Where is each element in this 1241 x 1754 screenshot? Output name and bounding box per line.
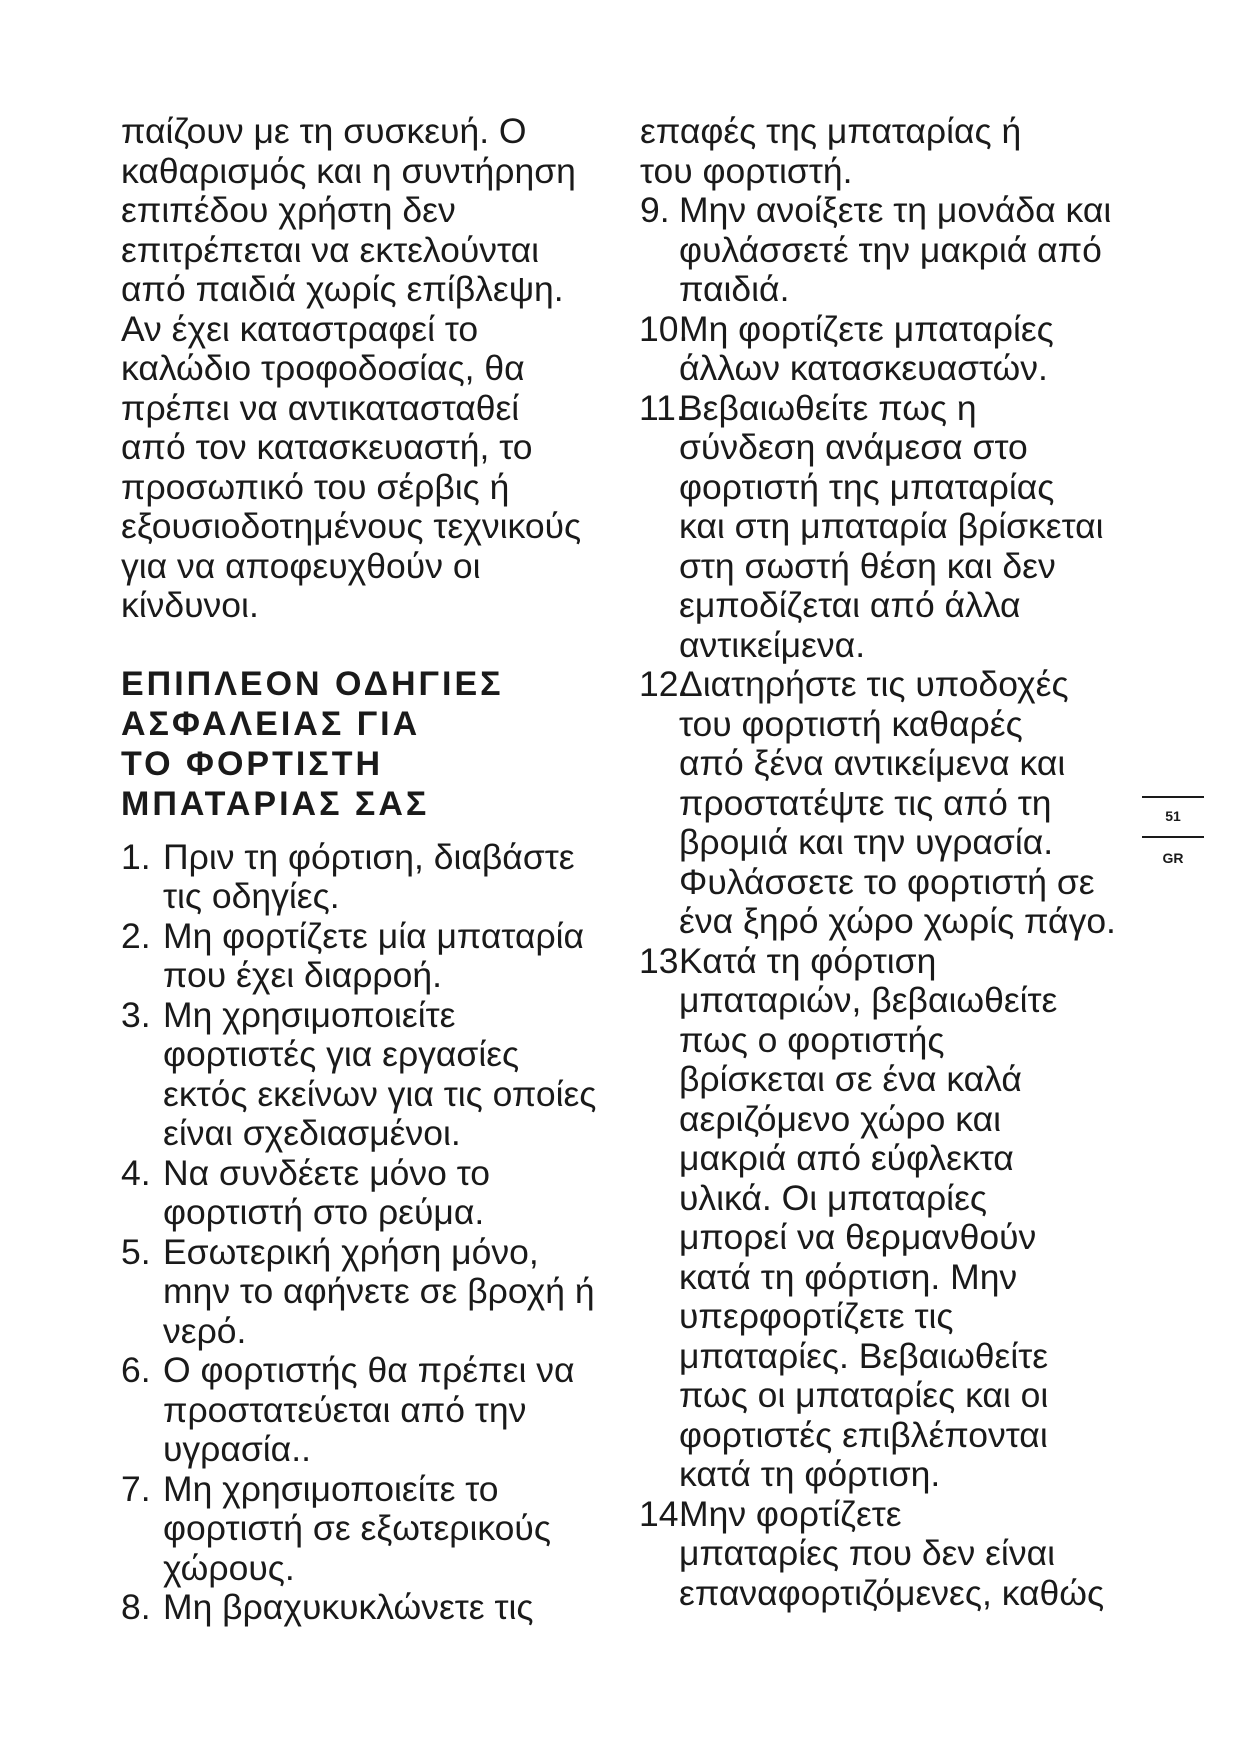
heading-line: ΤΟ ΦΟΡΤΙΣΤΗ [121, 744, 384, 783]
paragraph-line: επαφές της μπαταρίας ή [640, 111, 1022, 151]
list-item-line: υγρασία.. [163, 1429, 311, 1469]
list-item-line: ένα ξηρό χώρο χωρίς πάγο. [679, 901, 1116, 941]
list-item-number: 9. [640, 190, 670, 230]
list-item [640, 310, 1140, 389]
list-item-line: Διατηρήστε τις υποδοχές [679, 664, 1069, 704]
page-sidebar [1142, 796, 1204, 866]
list-item [640, 665, 1140, 942]
list-item [121, 1154, 621, 1233]
list-item-line: είναι σχεδιασμένοι. [163, 1113, 461, 1153]
paragraph-line: καθαρισμός και η συντήρηση [121, 150, 576, 191]
paragraph-line: του φορτιστή. [640, 150, 853, 191]
right-column [640, 112, 1140, 1613]
list-item-line: παιδιά. [679, 269, 790, 309]
list-item-line: του φορτιστή καθαρές [679, 703, 1023, 744]
list-item-line: Μην φορτίζετε [679, 1493, 902, 1534]
page-number: 51 [1165, 808, 1181, 824]
list-item-line: Να συνδέετε μόνο το [163, 1152, 491, 1193]
heading-line: ΕΠΙΠΛΕΟΝ ΟΔΗΓΙΕΣ [121, 664, 504, 703]
list-item [121, 1470, 621, 1589]
intro-paragraph [121, 112, 621, 626]
list-item-line: βρίσκεται σε ένα καλά [679, 1059, 1022, 1099]
list-item-line: υπερφορτίζετε τις [679, 1296, 954, 1336]
list-item [640, 942, 1140, 1495]
list-item-number: 7. [121, 1468, 151, 1509]
list-item [121, 996, 621, 1154]
list-item-line: μπαταριών, βεβαιωθείτε [679, 980, 1058, 1020]
list-item-line: Μην ανοίξετε τη μονάδα και [679, 190, 1112, 230]
paragraph-line: κίνδυνοι. [121, 585, 259, 625]
list-item [640, 1495, 1140, 1614]
list-item-line: μπορεί να θερμανθούν [679, 1217, 1037, 1257]
list-item-number: 8. [121, 1587, 151, 1627]
list-item-number: 13. [639, 940, 689, 981]
list-item [121, 1588, 621, 1628]
list-item-line: επαναφορτιζόμενες, καθώς [679, 1572, 1105, 1613]
paragraph-line: επιτρέπεται να εκτελούνται [121, 229, 539, 270]
list-item-number: 14. [639, 1493, 689, 1534]
paragraph-line: εξουσιοδοτημένους τεχνικούς [121, 506, 582, 546]
list-item-number: 10. [639, 308, 689, 349]
list-item-line: άλλων κατασκευαστών. [679, 348, 1048, 388]
paragraph-line: Αν έχει καταστραφεί το [121, 308, 479, 349]
list-item-line: φορτιστή σε εξωτερικούς [163, 1508, 551, 1548]
language-code: GR [1162, 850, 1184, 866]
list-item-line: Μη φορτίζετε μπαταρίες [679, 308, 1054, 349]
list-item [121, 917, 621, 996]
list-item-line: mην το αφήνετε σε βροχή ή [163, 1271, 595, 1311]
list-item-number: 1. [121, 836, 151, 877]
list-item-line: χώρους. [163, 1547, 295, 1588]
list-item-line: σύνδεση ανάμεσα στο [679, 427, 1028, 467]
list-item-number: 3. [121, 994, 151, 1035]
list-item-number: 11. [639, 387, 686, 428]
list-item-line: Μη χρησιμοποιείτε το [163, 1468, 499, 1509]
continuation-paragraph [640, 112, 1140, 191]
heading-line: ΜΠΑΤΑΡΙΑΣ ΣΑΣ [121, 784, 430, 823]
list-item-number: 2. [121, 915, 151, 956]
list-item-line: μπαταρίες που δεν είναι [679, 1533, 1055, 1573]
list-item-line: Φυλάσσετε το φορτιστή σε [679, 861, 1095, 902]
list-item-line: στη σωστή θέση και δεν [679, 545, 1056, 586]
list-item-line: Μη χρησιμοποιείτε [163, 994, 456, 1035]
list-item-line: αεριζόμενο χώρο και [679, 1098, 1002, 1139]
list-item-line: Κατά τη φόρτιση [679, 940, 937, 981]
list-item-line: πως οι μπαταρίες και οι [679, 1375, 1049, 1415]
list-item-line: μπαταρίες. Βεβαιωθείτε [679, 1335, 1049, 1376]
list-item-line: που έχει διαρροή. [163, 955, 442, 995]
paragraph-line: επιπέδου χρήστη δεν [121, 190, 456, 230]
paragraph-line: καλώδιο τροφοδοσίας, θα [121, 348, 525, 388]
list-item-line: προστατέψτε τις από τη [679, 782, 1052, 823]
list-item-line: εμποδίζεται από άλλα [679, 585, 1021, 625]
paragraph-line: πρέπει να αντικατασταθεί [121, 387, 520, 428]
list-item-line: κατά τη φόρτιση. [679, 1454, 941, 1494]
heading-line: ΑΣΦΑΛΕΙΑΣ ΓΙΑ [121, 704, 421, 743]
list-item-line: τις οδηγίες. [163, 876, 340, 916]
list-item-line: πως ο φορτιστής [679, 1019, 945, 1060]
list-item-line: φορτιστή της μπαταρίας [679, 466, 1055, 507]
list-item-line: Μη φορτίζετε μία μπαταρία [163, 915, 585, 956]
list-item [121, 1233, 621, 1352]
instruction-list-right [640, 191, 1140, 1613]
paragraph-line: από τον κατασκευαστή, το [121, 427, 533, 467]
list-item-line: βρομιά και την υγρασία. [679, 822, 1054, 862]
list-item-line: φορτιστές για εργασίες [163, 1034, 520, 1074]
list-item-line: φυλάσσετέ την μακριά από [679, 229, 1102, 270]
list-item-number: 12. [639, 664, 689, 704]
list-item-line: φορτιστή στο ρεύμα. [163, 1192, 485, 1232]
list-item-line: φορτιστές επιβλέπονται [679, 1414, 1048, 1455]
list-item-line: Μη βραχυκυκλώνετε τις [163, 1587, 534, 1627]
list-item-line: αντικείμενα. [679, 624, 866, 665]
list-item [121, 1351, 621, 1470]
paragraph-line: από παιδιά χωρίς επίβλεψη. [121, 269, 564, 309]
left-column [121, 112, 621, 1628]
list-item-line: Εσωτερική χρήση μόνο, [163, 1231, 539, 1272]
list-item-line: Ο φορτιστής θα πρέπει να [163, 1350, 575, 1390]
list-item-line: υλικά. Οι μπαταρίες [679, 1177, 988, 1218]
list-item-line: από ξένα αντικείμενα και [679, 743, 1066, 783]
list-item [640, 389, 1140, 666]
paragraph-line: προσωπικό του σέρβις ή [121, 466, 510, 507]
instruction-list-left [121, 838, 621, 1628]
list-item [640, 191, 1140, 310]
paragraph-line: παίζουν με τη συσκευή. Ο [121, 111, 527, 151]
list-item-number: 4. [121, 1152, 151, 1193]
list-item-line: Βεβαιωθείτε πως η [679, 387, 977, 428]
list-item-number: 6. [121, 1350, 151, 1390]
section-heading [121, 664, 621, 824]
list-item-line: και στη μπαταρία βρίσκεται [679, 506, 1104, 546]
list-item-line: προστατεύεται από την [163, 1389, 527, 1430]
list-item-number: 5. [121, 1231, 151, 1272]
paragraph-line: για να αποφευχθούν οι [121, 545, 481, 586]
list-item-line: εκτός εκείνων για τις οποίες [163, 1073, 597, 1114]
list-item-line: Πριν τη φόρτιση, διαβάστε [163, 836, 575, 877]
list-item-line: νερό. [163, 1310, 247, 1351]
list-item-line: κατά τη φόρτιση. Μην [679, 1256, 1018, 1297]
list-item [121, 838, 621, 917]
list-item-line: μακριά από εύφλεκτα [679, 1138, 1014, 1178]
